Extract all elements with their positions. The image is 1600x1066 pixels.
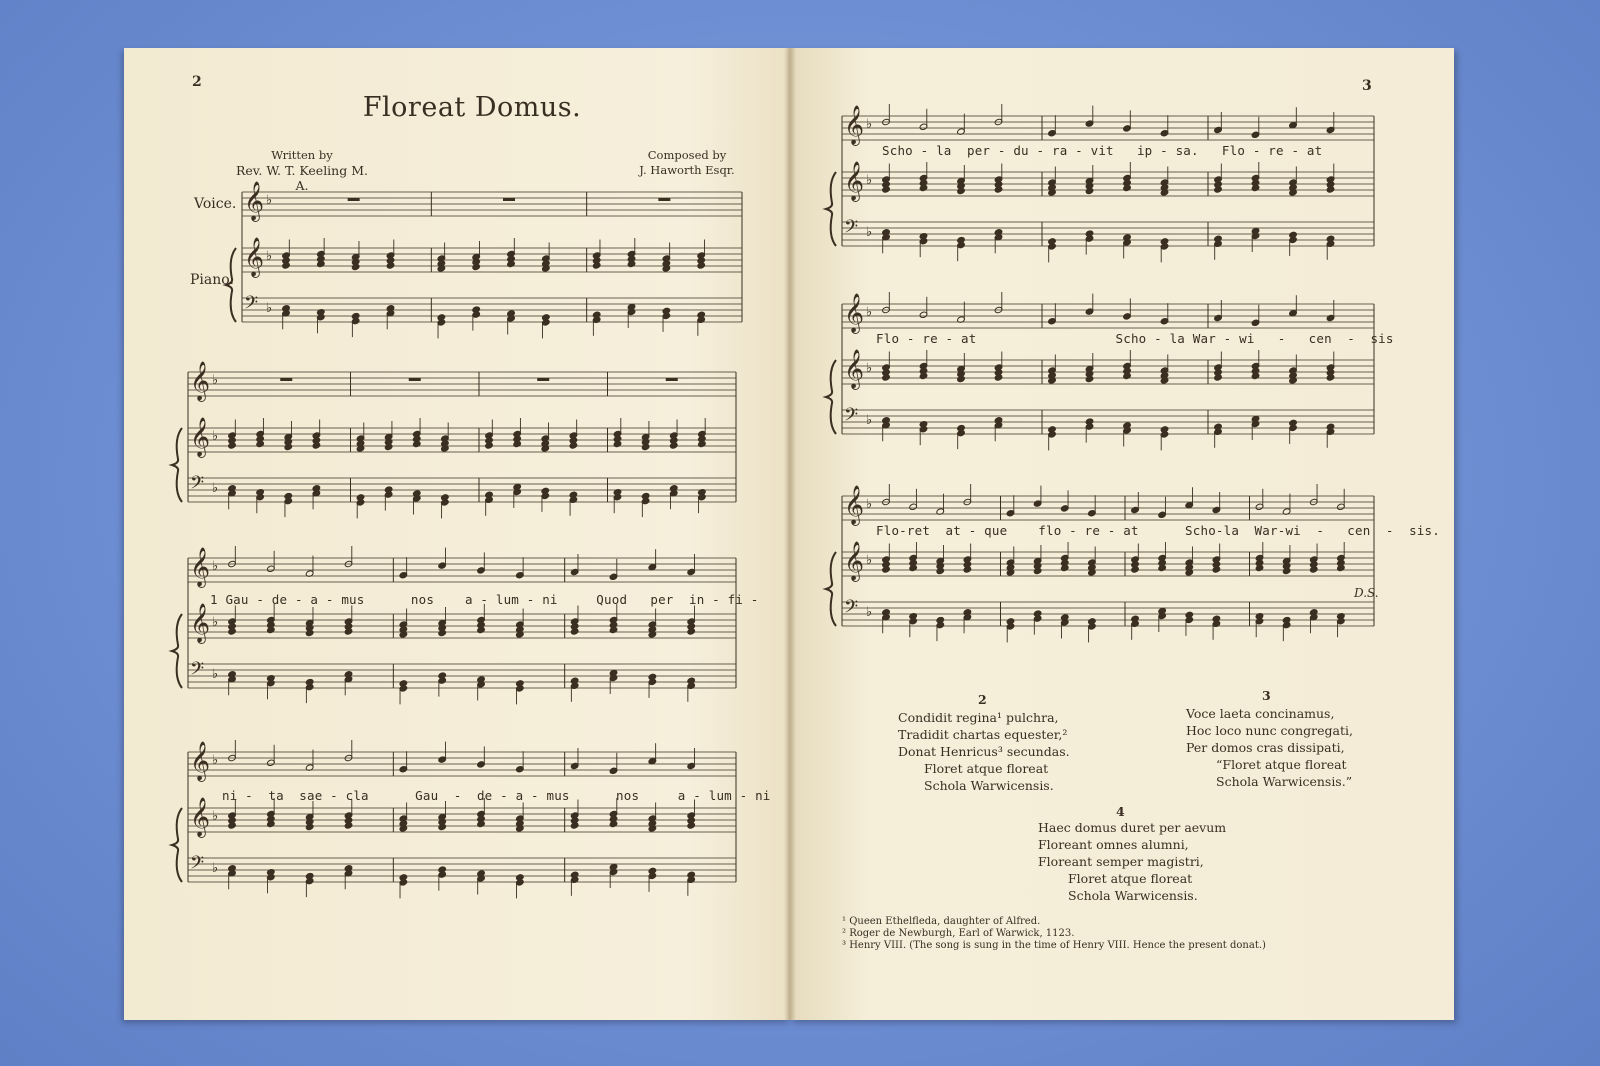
whole-rest-icon	[666, 378, 678, 381]
brace-icon	[172, 808, 182, 882]
note-head	[1033, 486, 1042, 508]
page-number-left: 2	[192, 74, 202, 90]
bass-clef-icon: 𝄢	[244, 293, 259, 318]
verse-line: Donat Henricus³ secundas.	[898, 744, 1070, 759]
verse-number-4: 4	[1116, 804, 1125, 819]
note-head	[994, 292, 1003, 314]
bass-clef-icon: 𝄢	[190, 853, 205, 878]
brace-icon	[826, 360, 836, 434]
music-system-left-2	[182, 361, 742, 538]
flat-sign-icon: ♭	[866, 117, 873, 132]
flat-sign-icon: ♭	[266, 301, 273, 316]
flat-sign-icon: ♭	[866, 361, 873, 376]
open-songbook	[124, 48, 1454, 1020]
right-page	[790, 48, 1454, 1020]
note-head	[882, 104, 891, 126]
verse-line: Voce laeta concinamus,	[1186, 706, 1335, 721]
note-head	[1088, 495, 1097, 517]
treble-clef-icon: 𝄞	[244, 181, 265, 221]
whole-rest-icon	[537, 378, 549, 381]
note-head	[1309, 484, 1318, 506]
note-head	[1289, 107, 1298, 129]
flat-sign-icon: ♭	[212, 615, 219, 630]
note-head	[909, 489, 918, 511]
verse-number-2: 2	[978, 692, 987, 707]
flat-sign-icon: ♭	[212, 809, 219, 824]
note-head	[648, 743, 657, 765]
page-number-right: 3	[1362, 78, 1372, 94]
voice-label: Voice.	[194, 196, 237, 212]
note-head	[919, 297, 928, 319]
note-head	[305, 750, 314, 772]
flat-sign-icon: ♭	[866, 225, 873, 240]
brace-icon	[172, 614, 182, 688]
note-head	[1289, 295, 1298, 317]
whole-rest-icon	[348, 198, 360, 201]
flat-sign-icon: ♭	[866, 413, 873, 428]
flat-sign-icon: ♭	[212, 667, 219, 682]
dal-segno-mark: D.S.	[1354, 586, 1379, 600]
verse-line: Schola Warwicensis.	[924, 778, 1054, 793]
lyrics-line-right-1: Scho - la per - du - ra - vit ip - sa. Flo - re - at	[882, 143, 1323, 158]
flat-sign-icon: ♭	[212, 559, 219, 574]
staff	[242, 192, 742, 216]
verse-4	[1038, 819, 1226, 904]
verse-number-3: 3	[1262, 688, 1271, 703]
flat-sign-icon: ♭	[212, 753, 219, 768]
note-head	[344, 740, 353, 762]
note-head	[228, 546, 237, 568]
staff	[188, 372, 736, 396]
note-head	[570, 748, 579, 770]
flat-sign-icon: ♭	[266, 193, 273, 208]
treble-clef-icon: 𝄞	[190, 547, 211, 587]
note-head	[1185, 487, 1194, 509]
verse-line: Floreant semper magistri,	[1038, 854, 1204, 869]
whole-rest-icon	[409, 378, 421, 381]
book-gutter	[784, 48, 796, 1020]
music-system-right-2	[836, 293, 1376, 460]
bass-clef-icon: 𝄢	[844, 217, 859, 242]
note-head	[1255, 489, 1264, 511]
note-head	[438, 548, 447, 570]
staff	[842, 496, 1374, 520]
flat-sign-icon: ♭	[866, 497, 873, 512]
bass-clef-icon: 𝄢	[190, 659, 205, 684]
music-system-right-1	[836, 105, 1376, 272]
verse-line: Hoc loco nunc congregati,	[1186, 723, 1353, 738]
verse-line: Per domos cras dissipati,	[1186, 740, 1345, 755]
note-head	[1060, 490, 1069, 512]
brace-icon	[826, 552, 836, 626]
treble-clef-icon: 𝄞	[844, 541, 865, 581]
verse-2	[898, 709, 1070, 794]
composer-label: Composed by	[647, 148, 727, 162]
bass-clef-icon: 𝄢	[844, 405, 859, 430]
piano-label: Piano.	[190, 272, 234, 288]
note-head	[477, 552, 486, 574]
verse-line: Condidit regina¹ pulchra,	[898, 710, 1059, 725]
staff	[188, 558, 736, 582]
treble-clef-icon: 𝄞	[244, 237, 265, 277]
flat-sign-icon: ♭	[266, 249, 273, 264]
note-head	[1123, 298, 1132, 320]
note-head	[1326, 112, 1335, 134]
verse-line: Tradidit chartas equester,²	[898, 727, 1068, 742]
lyrics-line-right-3: Flo-ret at - que flo - re - at Scho-la War-wi - cen - sis.	[876, 523, 1440, 538]
footnote: ³ Henry VIII. (The song is sung in the time of Henry VIII. Hence the present donat.)	[842, 940, 1266, 951]
note-head	[1085, 294, 1094, 316]
note-head	[1160, 303, 1169, 325]
note-head	[516, 751, 525, 773]
composer-credit	[632, 148, 742, 178]
verse-line: Floret atque floreat	[1068, 871, 1193, 886]
lyrics-line-left-1: 1 Gau - de - a - mus nos a - lum - ni Quod per in - fi -	[210, 592, 759, 607]
note-head	[1123, 110, 1132, 132]
note-head	[957, 302, 966, 324]
staff	[842, 602, 1374, 626]
flat-sign-icon: ♭	[866, 173, 873, 188]
verse-line: “Floret atque floreat	[1216, 757, 1347, 772]
treble-clef-icon: 𝄞	[844, 161, 865, 201]
treble-clef-icon: 𝄞	[844, 105, 865, 145]
note-head	[570, 554, 579, 576]
note-head	[1048, 303, 1057, 325]
flat-sign-icon: ♭	[866, 553, 873, 568]
note-head	[1048, 115, 1057, 137]
music-system-left-3	[182, 547, 742, 726]
whole-rest-icon	[658, 198, 670, 201]
lyricist-name: Rev. W. T. Keeling M. A.	[236, 163, 368, 193]
note-head	[399, 751, 408, 773]
note-head	[957, 114, 966, 136]
staff	[842, 552, 1374, 576]
note-head	[936, 494, 945, 516]
note-head	[687, 554, 696, 576]
note-head	[1337, 489, 1346, 511]
flat-sign-icon: ♭	[212, 429, 219, 444]
flat-sign-icon: ♭	[212, 481, 219, 496]
music-system-left-1	[242, 181, 742, 338]
lyrics-line-left-2: ni - ta sae - cla Gau - de - a - mus nos a - lum - ni	[222, 788, 771, 803]
verse-line: Floret atque floreat	[924, 761, 1049, 776]
verse-line: Schola Warwicensis.	[1068, 888, 1198, 903]
note-head	[1006, 495, 1015, 517]
whole-rest-icon	[503, 198, 515, 201]
treble-clef-icon: 𝄞	[190, 741, 211, 781]
note-head	[1085, 106, 1094, 128]
left-page	[124, 48, 790, 1020]
whole-rest-icon	[280, 378, 292, 381]
song-title: Floreat Domus.	[362, 92, 582, 123]
brace-icon	[172, 428, 182, 502]
music-system-right-3	[836, 485, 1376, 652]
note-head	[1214, 112, 1223, 134]
treble-clef-icon: 𝄞	[190, 603, 211, 643]
verse-line: Schola Warwicensis.”	[1216, 774, 1353, 789]
note-head	[919, 109, 928, 131]
flat-sign-icon: ♭	[212, 861, 219, 876]
footnotes	[842, 916, 1266, 952]
treble-clef-icon: 𝄞	[844, 485, 865, 525]
note-head	[399, 557, 408, 579]
note-head	[1282, 494, 1291, 516]
lyricist-label: Written by	[271, 148, 333, 162]
lyrics-line-right-2: Flo - re - at Scho - la War - wi - cen - sis	[876, 331, 1394, 346]
note-head	[687, 748, 696, 770]
note-head	[438, 742, 447, 764]
note-head	[228, 740, 237, 762]
bass-clef-icon: 𝄢	[844, 597, 859, 622]
note-head	[1131, 492, 1140, 514]
verse-line: Floreant omnes alumni,	[1038, 837, 1189, 852]
note-head	[267, 745, 276, 767]
staff	[188, 478, 736, 502]
note-head	[1326, 300, 1335, 322]
verse-3	[1186, 705, 1353, 790]
note-head	[648, 549, 657, 571]
note-head	[994, 104, 1003, 126]
note-head	[305, 556, 314, 578]
note-head	[516, 557, 525, 579]
note-head	[267, 551, 276, 573]
note-head	[344, 546, 353, 568]
note-head	[1214, 300, 1223, 322]
note-head	[882, 292, 891, 314]
flat-sign-icon: ♭	[212, 373, 219, 388]
music-system-left-4	[182, 741, 742, 920]
footnote: ¹ Queen Ethelfleda, daughter of Alfred.	[842, 916, 1041, 927]
bass-clef-icon: 𝄢	[190, 473, 205, 498]
treble-clef-icon: 𝄞	[190, 797, 211, 837]
brace-icon	[826, 172, 836, 246]
staff	[188, 752, 736, 776]
note-head	[477, 746, 486, 768]
treble-clef-icon: 𝄞	[844, 293, 865, 333]
verse-line: Haec domus duret per aevum	[1038, 820, 1227, 835]
composer-name: J. Haworth Esqr.	[639, 163, 735, 177]
note-head	[1160, 115, 1169, 137]
footnote: ² Roger de Newburgh, Earl of Warwick, 1123.	[842, 928, 1075, 939]
staff	[188, 428, 736, 452]
flat-sign-icon: ♭	[866, 605, 873, 620]
treble-clef-icon: 𝄞	[190, 417, 211, 457]
treble-clef-icon: 𝄞	[844, 349, 865, 389]
note-head	[963, 484, 972, 506]
note-head	[1212, 492, 1221, 514]
note-head	[882, 484, 891, 506]
flat-sign-icon: ♭	[866, 305, 873, 320]
treble-clef-icon: 𝄞	[190, 361, 211, 401]
